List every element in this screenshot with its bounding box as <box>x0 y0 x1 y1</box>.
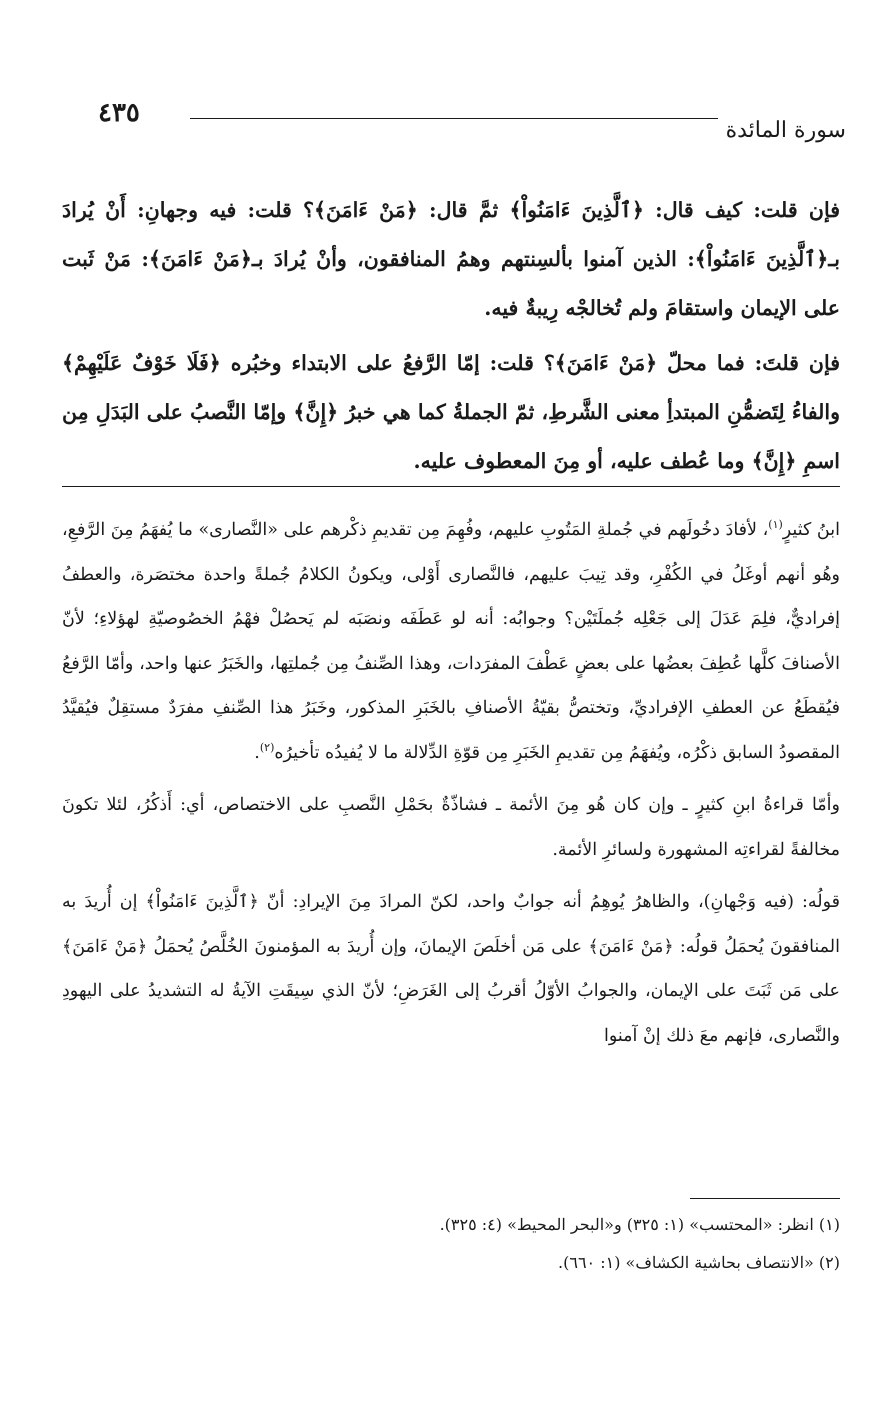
running-header <box>98 96 846 156</box>
main-paragraph: فإن قلتَ: فما محلّ ﴿مَنْ ءَامَنَ﴾؟ قلت: إمّا الرَّفعُ على الابتداء وخبُره ﴿فَلَا خَوْفٌ عَلَيْهِمْ﴾ والفاءُ لِتَضمُّنِ المبتدأِ معنى الشَّرطِ، ثمّ الجملةُ كما هي خبرُ ﴿إِنَّ﴾ وإمّا النَّصبُ على البَدَلِ مِن اسمِ ﴿إِنَّ﴾ وما عُطف عليه، أو مِنَ المعطوف عليه. <box>62 351 840 473</box>
gloss-text-segment: قولُه: (فيه وَجْهانِ)، والظاهرُ يُوهِمُ أنه جوابٌ واحد، لكنّ المرادَ مِنَ الإيرادِ: أنّ ﴿ٱلَّذِينَ ءَامَنُواْ﴾ إن أُريدَ به المنافقونَ يُحمَلُ قولُه: ﴿مَنْ ءَامَنَ﴾ على مَن أخلَصَ الإيمانَ، وإن أُريدَ به المؤمنونَ الخُلَّصُ يُحمَلُ ﴿مَنْ ءَامَنَ﴾ على مَن ثَبَتَ على الإيمان، والجوابُ الأوّلُ أقربُ إلى الغَرَضِ؛ لأنّ الذي سِيقَتِ الآيةُ له التشديدُ على اليهودِ والنَّصارى، فإنهم معَ ذلك إنْ آمنوا <box>62 892 840 1046</box>
footnote: (١) انظر: «المحتسب» (١: ٣٢٥) و«البحر المحيط» (٤: ٣٢٥). <box>439 1215 840 1234</box>
gloss-text-segment: . <box>254 742 260 763</box>
footnote-marker: (١) <box>768 518 783 532</box>
gloss-text-segment: وأمّا قراءةُ ابنِ كثيرٍ ـ وإن كان هُو مِنَ الأئمة ـ فشاذّةٌ بحَمْلِ النَّصبِ على الاختصاص، أي: أَذكُرُ، لئلا تكونَ مخالفةً لقراءتِه المشهورة ولسائرِ الأئمة. <box>62 795 840 860</box>
page-number: ٤٣٥ <box>98 98 140 128</box>
section-divider <box>62 486 840 487</box>
footnotes <box>100 1206 840 1282</box>
main-paragraph: فإن قلت: كيف قال: ﴿ٱلَّذِينَ ءَامَنُواْ﴾ ثمَّ قال: ﴿مَنْ ءَامَنَ﴾؟ قلت: فيه وجهانِ: أَنْ يُرادَ بـ﴿ٱلَّذِينَ ءَامَنُواْ﴾: الذين آمنوا بألسِنتهم وهمُ المنافقون، وأنْ يُرادَ بـ﴿مَنْ ءَامَنَ﴾: مَنْ ثَبت على الإيمان واستقامَ ولم تُخالجْه رِيبةٌ فيه. <box>62 198 840 320</box>
header-rule <box>190 118 718 119</box>
gloss-paragraph <box>62 508 840 775</box>
surah-name: سورة المائدة <box>725 118 846 143</box>
footnote-divider <box>690 1198 840 1199</box>
gloss-text-segment: ، لأفادَ دخُولَهم في جُملةِ المَتُوبِ عليهم، وفُهِمَ مِن تقديمِ ذكْرهم على «النَّصارى» ما يُفهَمُ مِنَ الرَّفعِ، وهُو أنهم أوغَلُ في الكُفْرِ، وقد تِيبَ عليهم، فالنَّصارى أَوْلى، ويكونُ الكلامُ جُملةً واحدة مختصَرة، والعطفُ إفراديٌّ، فلِمَ عَدَلَ إلى جَعْلِه جُملَتَيْن؟ وجوابُه: أنه لو عَطَفَه ونصَبَه لم يَحصُلْ فهْمُ الخصُوصيّةِ لهؤلاءِ؛ لأنّ الأصنافَ كلَّها عُطِفَ بعضُها على بعضٍ عَطْفَ المفرَدات، وهذا الصِّنفُ مِن جُملتِها، والخَبَرُ عنها واحد، وأمّا الرَّفعُ فيُقطَعُ عن العطفِ الإفراديِّ، وتختصُّ بقيّةُ الأصنافِ بالخَبَرِ المذكور، وخَبَرُ هذا الصِّنفِ مفرَدٌ مستقِلٌ فيُقيَّدُ المقصودُ السابق ذكْرُه، ويُفهَمُ مِن تقديمِ الخَبَرِ مِن قوّةِ الدِّلالة ما لا يُفيدُه تأخيرُه <box>62 520 840 763</box>
gloss-paragraph <box>62 783 840 872</box>
gloss-text-segment: ابنُ كثيرٍ <box>782 520 840 540</box>
footnote-marker: (٢) <box>259 740 275 754</box>
footnote: (٢) «الانتصاف بحاشية الكشاف» (١: ٦٦٠). <box>558 1253 840 1272</box>
gloss-paragraph <box>62 880 840 1058</box>
gloss-commentary <box>62 508 840 1058</box>
main-commentary <box>62 186 840 486</box>
